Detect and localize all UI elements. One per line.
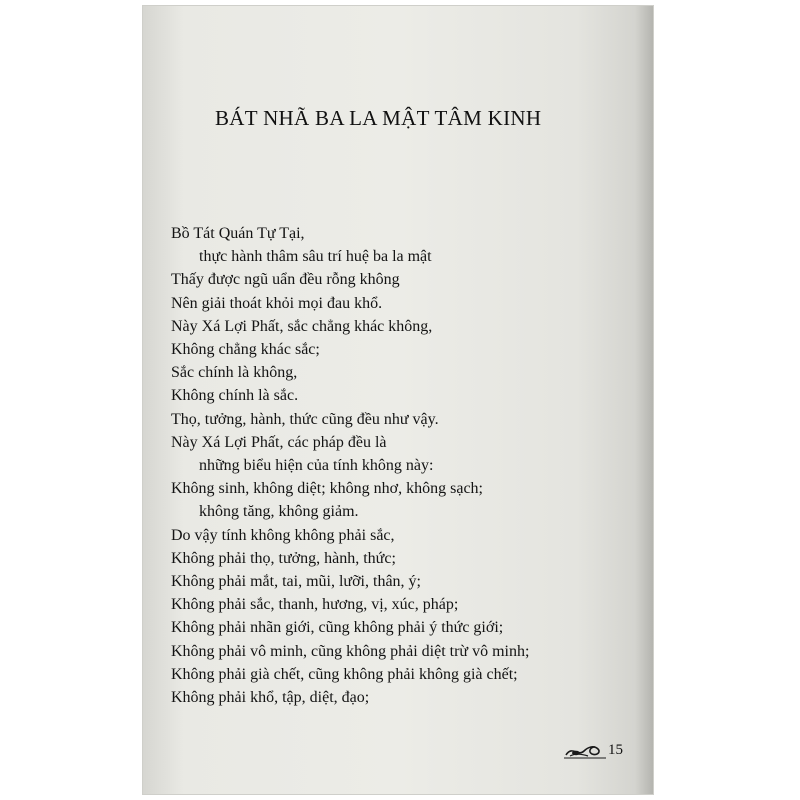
verse-line: Không phải nhãn giới, cũng không phải ý thức giới; [171, 619, 504, 637]
decorative-flourish-icon [564, 741, 606, 759]
verse-line: Không chẳng khác sắc; [171, 341, 320, 359]
verse-line: Không phải già chết, cũng không phải không già chết; [171, 665, 518, 683]
verse-line: những biểu hiện của tính không này: [199, 457, 434, 475]
verse-line: Này Xá Lợi Phất, các pháp đều là [171, 433, 387, 451]
verse-line: Không sinh, không diệt; không nhơ, không sạch; [171, 480, 483, 498]
verse-line: Thấy được ngũ uẩn đều rỗng không [171, 271, 400, 289]
page-footer [564, 741, 623, 759]
verse-line: Này Xá Lợi Phất, sắc chẳng khác không, [171, 317, 433, 335]
verse-line: Thọ, tưởng, hành, thức cũng đều như vậy. [171, 410, 439, 428]
verse-line: Bồ Tát Quán Tự Tại, [171, 225, 305, 242]
verse-line: Không phải mắt, tai, mũi, lưỡi, thân, ý; [171, 573, 421, 591]
verse-line: Do vậy tính không không phải sắc, [171, 526, 395, 544]
page-title: BÁT NHÃ BA LA MẬT TÂM KINH [215, 106, 542, 130]
verse-line: thực hành thâm sâu trí huệ ba la mật [199, 248, 432, 266]
verse-line: không tăng, không giảm. [199, 503, 359, 521]
verse-line: Không phải khổ, tập, diệt, đạo; [171, 689, 370, 707]
verse-line: Không phải sắc, thanh, hương, vị, xúc, pháp; [171, 596, 459, 614]
page-number: 15 [608, 741, 623, 758]
verse-line: Không phải vô minh, cũng không phải diệt trừ vô minh; [171, 642, 530, 660]
book-page [143, 6, 653, 794]
sutra-text [171, 222, 529, 709]
verse-line: Sắc chính là không, [171, 364, 298, 382]
verse-line: Nên giải thoát khỏi mọi đau khổ. [171, 294, 383, 312]
verse-line: Không phải thọ, tưởng, hành, thức; [171, 549, 396, 567]
verse-line: Không chính là sắc. [171, 387, 299, 405]
